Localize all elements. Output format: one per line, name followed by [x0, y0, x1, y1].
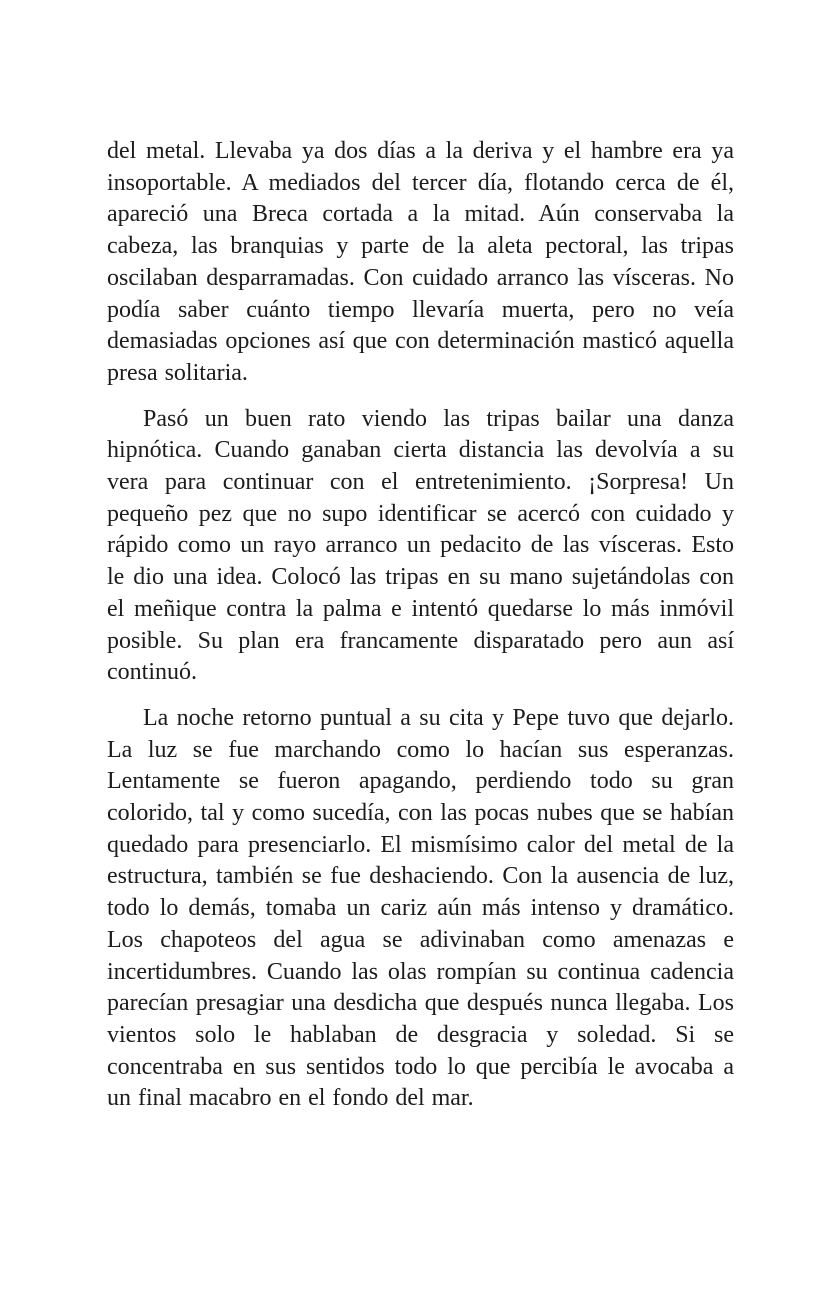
paragraph: La noche retorno puntual a su cita y Pepe tuvo que dejarlo. La luz se fue marchando como lo hacían sus esperanzas. Lentamente se fueron apagando, perdiendo todo su gran colorido, tal y como sucedía, con las pocas nubes que se habían quedado para presenciarlo. El mismísimo calor del metal de la estructura, también se fue deshaciendo. Con la ausencia de luz, todo lo demás, tomaba un cariz aún más intenso y dramático. Los chapoteos del agua se adivinaban como amenazas e incertidumbres. Cuando las olas rompían su continua cadencia parecían presagiar una desdicha que después nunca llegaba. Los vientos solo le hablaban de desgracia y soledad. Si se concentraba en sus sentidos todo lo que percibía le avocaba a un final macabro en el fondo del mar. — [107, 704, 734, 1112]
paragraph: del metal. Llevaba ya dos días a la deriva y el hambre era ya insoportable. A mediados del tercer día, flotando cerca de él, apareció una Breca cortada a la mitad. Aún conservaba la cabeza, las branquias y parte de la aleta pectoral, las tripas oscilaban desparramadas. Con cuidado arranco las vísceras. No podía saber cuánto tiempo llevaría muerta, pero no veía demasiadas opciones así que con determinación masticó aquella presa solitaria. — [107, 138, 734, 386]
paragraph: Pasó un buen rato viendo las tripas bailar una danza hipnótica. Cuando ganaban cierta distancia las devolvía a su vera para continuar con el entretenimiento. ¡Sorpresa! Un pequeño pez que no supo identificar se acercó con cuidado y rápido como un rayo arranco un pedacito de las vísceras. Esto le dio una idea. Colocó las tripas en su mano sujetándolas con el meñique contra la palma e intentó quedarse lo más inmóvil posible. Su plan era francamente disparatado pero aun así continuó. — [107, 405, 734, 686]
